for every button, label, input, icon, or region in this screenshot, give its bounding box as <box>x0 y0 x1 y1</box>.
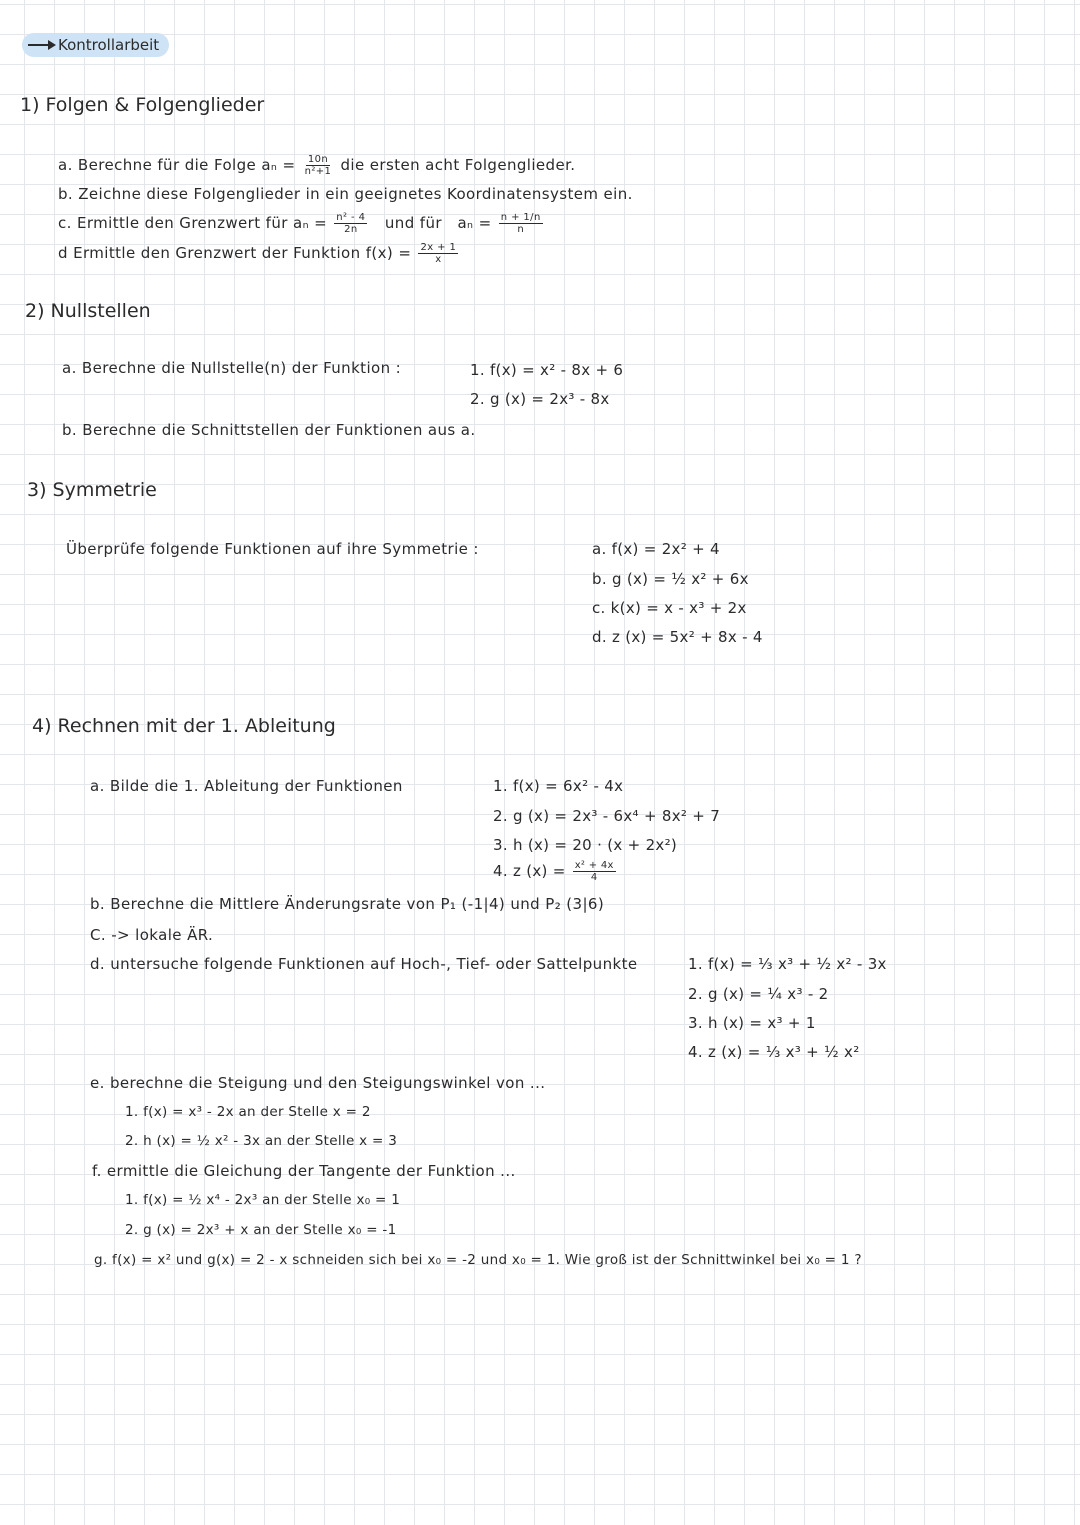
section-1-item-c <box>58 212 545 235</box>
section-2-func-2: 2. g (x) = 2x³ - 8x <box>470 390 610 408</box>
section-4-d-func-4: 4. z (x) = ⅓ x³ + ½ x² <box>688 1043 860 1061</box>
section-4-item-f: f. ermittle die Gleichung der Tangente der Funktion ... <box>92 1162 516 1180</box>
arrow-right-icon <box>28 44 54 46</box>
section-4-item-b: b. Berechne die Mittlere Änderungsrate von P₁ (-1|4) und P₂ (3|6) <box>90 895 605 913</box>
section-4-a-func-3: 3. h (x) = 20 · (x + 2x²) <box>493 836 678 854</box>
section-4-a-func-4 <box>493 860 618 883</box>
section-2-func-1: 1. f(x) = x² - 8x + 6 <box>470 361 624 379</box>
section-3-func-b: b. g (x) = ½ x² + 6x <box>592 570 749 588</box>
section-4-e-func-2: 2. h (x) = ½ x² - 3x an der Stelle x = 3 <box>125 1133 398 1149</box>
s1-a-num: 10n <box>307 154 329 165</box>
s4-a4-num: x² + 4x <box>574 860 614 871</box>
s1-c-num2: n + 1/n <box>500 212 541 223</box>
title-badge <box>22 33 169 57</box>
section-4-d-func-3: 3. h (x) = x³ + 1 <box>688 1014 816 1032</box>
s1-c-fraction-2 <box>499 212 543 235</box>
s1-d-fraction <box>418 242 458 265</box>
s1-c-num1: n² - 4 <box>336 212 366 223</box>
s1-c-den2: n <box>517 224 525 235</box>
s1-d-num: 2x + 1 <box>420 242 457 253</box>
section-4-d-func-2: 2. g (x) = ¼ x³ - 2 <box>688 985 829 1003</box>
s1-c-text: c. Ermittle den Grenzwert für <box>58 214 288 232</box>
title-text: Kontrollarbeit <box>58 36 160 54</box>
s1-a-lhs: aₙ = <box>261 156 296 174</box>
s1-c-lhs2: aₙ = <box>457 214 492 232</box>
s1-a-fraction <box>303 154 334 177</box>
section-4-d-func-1: 1. f(x) = ⅓ x³ + ½ x² - 3x <box>688 955 887 973</box>
section-3-title: 3) Symmetrie <box>27 479 157 501</box>
section-4-item-d: d. untersuche folgende Funktionen auf Hoch-, Tief- oder Sattelpunkte <box>90 955 638 973</box>
section-1-item-a <box>58 154 575 177</box>
section-2-item-a: a. Berechne die Nullstelle(n) der Funktion : <box>62 359 402 377</box>
s1-d-den: x <box>435 254 442 265</box>
section-3-text: Überprüfe folgende Funktionen auf ihre Symmetrie : <box>66 540 479 558</box>
section-4-a-func-2: 2. g (x) = 2x³ - 6x⁴ + 8x² + 7 <box>493 807 721 825</box>
section-1-item-b: b. Zeichne diese Folgenglieder in ein geeignetes Koordinatensystem ein. <box>58 185 633 203</box>
section-3-func-d: d. z (x) = 5x² + 8x - 4 <box>592 628 763 646</box>
section-1-title: 1) Folgen & Folgenglieder <box>20 94 265 116</box>
s1-c-mid: und für <box>384 214 442 232</box>
section-2-item-b: b. Berechne die Schnittstellen der Funktionen aus a. <box>62 421 476 439</box>
section-2-title: 2) Nullstellen <box>25 300 151 322</box>
section-4-item-c: C. -> lokale ÄR. <box>90 926 214 944</box>
section-4-title: 4) Rechnen mit der 1. Ableitung <box>32 715 336 737</box>
s1-a-rest: die ersten acht Folgenglieder. <box>340 156 576 174</box>
s1-c-lhs1: aₙ = <box>293 214 328 232</box>
s4-a4-den: 4 <box>590 872 598 883</box>
s1-a-den: n²+1 <box>304 166 332 177</box>
s4-a4-fraction <box>573 860 616 883</box>
section-1-item-d <box>58 242 460 265</box>
s1-d-lhs: f(x) = <box>365 244 412 262</box>
section-4-e-func-1: 1. f(x) = x³ - 2x an der Stelle x = 2 <box>125 1104 371 1120</box>
section-4-f-func-1: 1. f(x) = ½ x⁴ - 2x³ an der Stelle x₀ = 1 <box>125 1192 401 1208</box>
section-4-item-g: g. f(x) = x² und g(x) = 2 - x schneiden sich bei x₀ = -2 und x₀ = 1. Wie groß ist der Schnittwinkel bei x₀ = 1 ? <box>94 1252 862 1268</box>
s1-c-fraction-1 <box>334 212 367 235</box>
section-4-a-func-1: 1. f(x) = 6x² - 4x <box>493 777 624 795</box>
s4-a4-lhs: 4. z (x) = <box>493 862 566 880</box>
s1-d-text: d Ermittle den Grenzwert der Funktion <box>58 244 361 262</box>
s1-c-den1: 2n <box>344 224 358 235</box>
section-3-func-c: c. k(x) = x - x³ + 2x <box>592 599 747 617</box>
section-4-item-e: e. berechne die Steigung und den Steigungswinkel von ... <box>90 1074 546 1092</box>
section-4-item-a: a. Bilde die 1. Ableitung der Funktionen <box>90 777 403 795</box>
section-4-f-func-2: 2. g (x) = 2x³ + x an der Stelle x₀ = -1 <box>125 1222 397 1238</box>
section-3-func-a: a. f(x) = 2x² + 4 <box>592 540 720 558</box>
s1-a-text: a. Berechne für die Folge <box>58 156 257 174</box>
